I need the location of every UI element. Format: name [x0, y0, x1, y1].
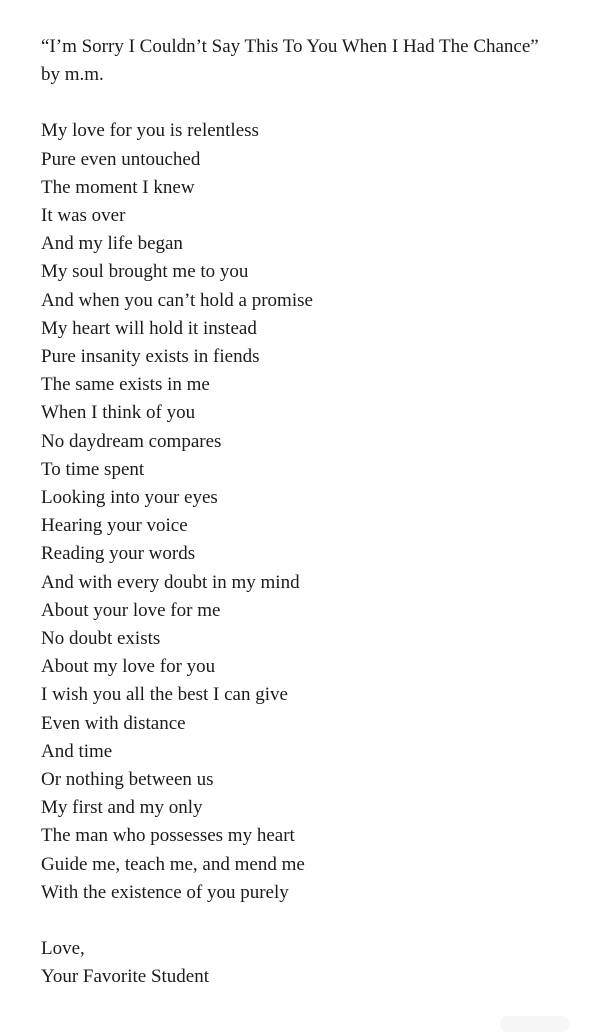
poem-line: The moment I knew	[41, 176, 195, 198]
poem-line: No daydream compares	[41, 430, 222, 452]
poem-line: My first and my only	[41, 797, 203, 819]
poem-line: Or nothing between us	[41, 769, 214, 791]
poem-body	[41, 117, 570, 907]
poem-line: Even with distance	[41, 712, 186, 734]
poem-line: My heart will hold it instead	[41, 317, 257, 339]
poem-line: When I think of you	[41, 402, 196, 424]
poem-line: And my life began	[41, 233, 183, 255]
poem-line: It was over	[41, 205, 126, 227]
poem-line: And time	[41, 740, 113, 762]
poem-line: No doubt exists	[41, 628, 161, 650]
poem-line: I wish you all the best I can give	[41, 684, 288, 706]
poem-line: About my love for you	[41, 656, 216, 678]
poem-line: About your love for me	[41, 599, 221, 621]
poem-line: The same exists in me	[41, 374, 210, 396]
poem-line: And when you can’t hold a promise	[41, 289, 313, 311]
poem-title: “I’m Sorry I Couldn’t Say This To You When I Had The Chance” by m.m.	[41, 36, 539, 86]
cropped-ui-artifact	[500, 1016, 570, 1032]
poem-line: And with every doubt in my mind	[41, 571, 300, 593]
poem-line: With the existence of you purely	[41, 881, 289, 903]
poem-signature	[41, 935, 570, 991]
signature-line: Love,	[41, 938, 85, 960]
poem-line: Pure even untouched	[41, 148, 201, 170]
poem-line: Hearing your voice	[41, 515, 188, 537]
poem-line: Looking into your eyes	[41, 487, 218, 509]
poem-line: Reading your words	[41, 543, 196, 565]
poem-line: My love for you is relentless	[41, 120, 259, 142]
poem-line: Guide me, teach me, and mend me	[41, 853, 305, 875]
poem-line: My soul brought me to you	[41, 261, 249, 283]
poem-line: To time spent	[41, 458, 145, 480]
poem-line: The man who possesses my heart	[41, 825, 295, 847]
signature-line: Your Favorite Student	[41, 966, 210, 988]
poem-line: Pure insanity exists in fiends	[41, 346, 260, 368]
